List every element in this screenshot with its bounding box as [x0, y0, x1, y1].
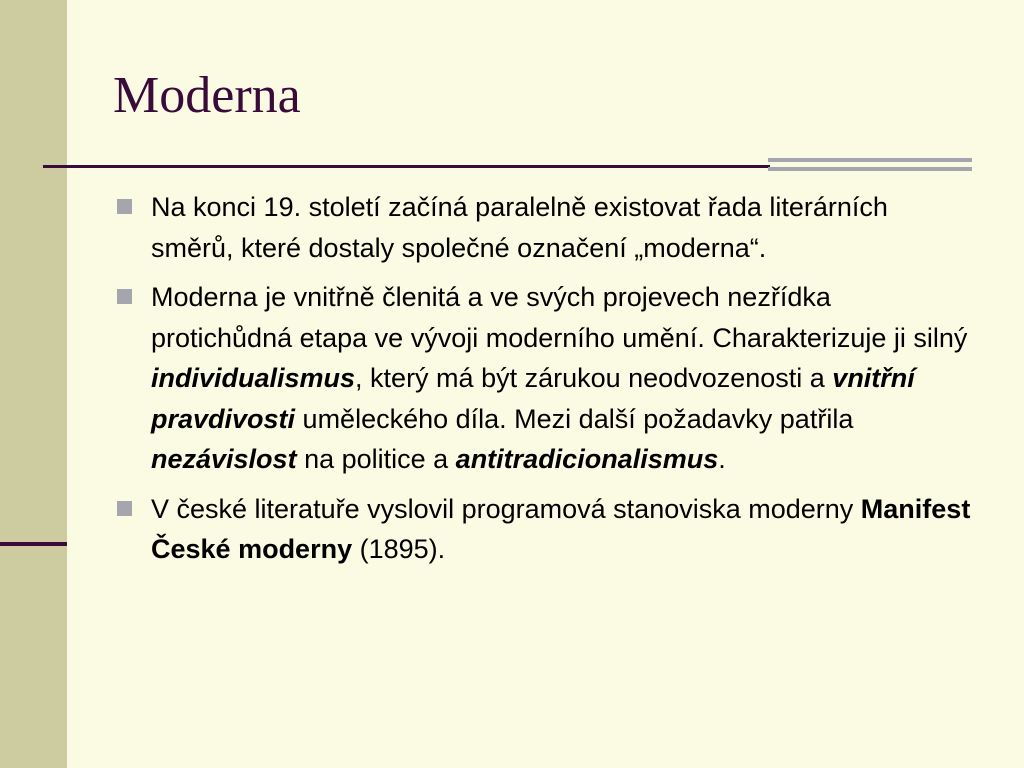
- square-bullet-icon: [117, 199, 132, 214]
- bullet-item: [113, 187, 973, 268]
- bullet-text: uměleckého díla. Mezi další požadavky patřila: [295, 403, 854, 434]
- accent-bar: [768, 158, 972, 162]
- accent-bar: [768, 167, 972, 171]
- emphasis-nezavislost: nezávislost: [151, 444, 297, 474]
- emphasis-antitradicionalismus: antitradicionalismus: [455, 444, 719, 474]
- emphasis-individualismus: individualismus: [151, 363, 356, 393]
- bullet-text: Moderna je vnitřně členitá a ve svých projevech nezřídka protichůdná etapa ve vývoji moderního umění. Charakterizuje ji silný: [151, 282, 968, 353]
- bullet-text: na politice a: [296, 444, 456, 474]
- bullet-text: , který má být zárukou neodvozenosti a: [355, 363, 833, 393]
- title-accent-bars: [768, 158, 972, 171]
- slide-title: Moderna: [113, 67, 301, 124]
- side-band-accent-line: [0, 542, 67, 546]
- manifest-title: Manifest České moderny: [151, 493, 971, 564]
- bullet-text: .: [718, 444, 726, 474]
- square-bullet-icon: [117, 501, 132, 516]
- bullet-item: [113, 489, 973, 570]
- bullet-text: V české literatuře vyslovil programová stanoviska moderny: [151, 493, 861, 524]
- side-band: [0, 0, 67, 768]
- square-bullet-icon: [117, 289, 132, 304]
- bullet-text: (1895).: [352, 534, 446, 564]
- bullet-list: [113, 187, 973, 579]
- bullet-text: Na konci 19. století začíná paralelně existovat řada literárních směrů, které dostaly společné označení „moderna“.: [151, 192, 888, 263]
- bullet-item: [113, 277, 973, 480]
- emphasis-vnitrni-pravdivosti: vnitřní pravdivosti: [151, 363, 915, 434]
- title-underline-rule: [43, 165, 770, 168]
